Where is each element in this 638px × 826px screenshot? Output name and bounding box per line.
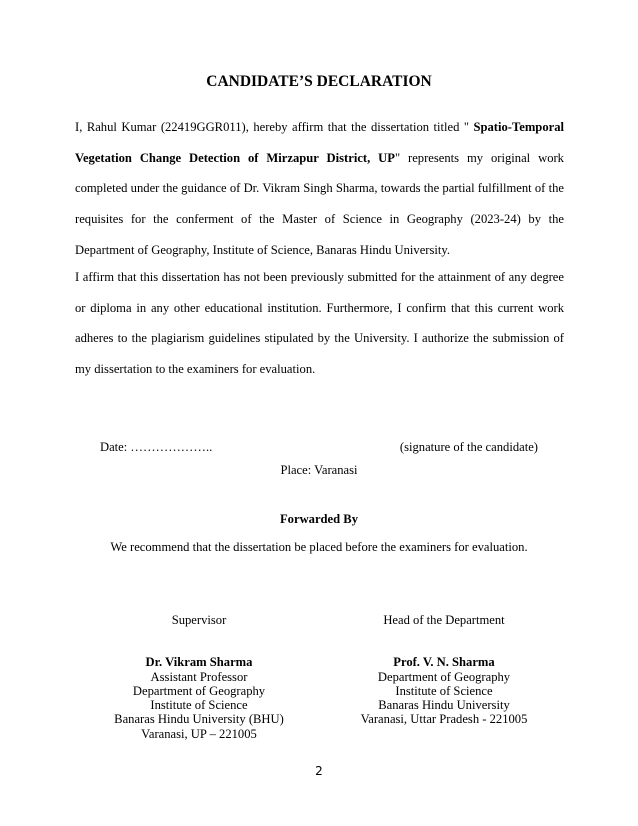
place-label: Place: Varanasi	[280, 463, 358, 477]
head-line: Department of Geography	[377, 669, 511, 684]
supervisor-line: Institute of Science	[150, 698, 248, 713]
head-block	[309, 613, 579, 727]
head-line: Varanasi, Uttar Pradesh - 221005	[360, 712, 528, 727]
supervisor-name: Dr. Vikram Sharma	[145, 655, 253, 670]
forwarded-by-heading: Forwarded By	[279, 512, 358, 526]
signature-label: (signature of the candidate)	[399, 440, 538, 454]
supervisor-line: Assistant Professor	[150, 669, 248, 684]
head-name: Prof. V. N. Sharma	[393, 655, 495, 670]
date-field: Date: ………………..	[100, 440, 213, 454]
recommendation-text: We recommend that the dissertation be placed before the examiners for evaluation.	[110, 540, 528, 554]
page-title: CANDIDATE’S DECLARATION	[206, 73, 432, 90]
supervisor-line: Banaras Hindu University (BHU)	[114, 712, 284, 727]
declaration-text-start: I, Rahul Kumar (22419GGR011), hereby affirm that the dissertation titled "	[75, 120, 474, 134]
dissertation-title: Spatio-Temporal Vegetation Change Detection of Mirzapur District, UP	[75, 120, 564, 165]
head-line: Banaras Hindu University	[378, 698, 510, 713]
page-number: 2	[315, 764, 323, 778]
declaration-paragraph-1	[75, 112, 564, 266]
supervisor-line: Department of Geography	[132, 683, 266, 698]
head-line: Institute of Science	[395, 683, 493, 698]
declaration-paragraph-2: I affirm that this dissertation has not been previously submitted for the attainment of any degree or diploma in any other educational institution. Furthermore, I confirm that this current work adheres to the plagiarism guidelines stipulated by the University. I authorize the submission of my dissertation to the examiners for evaluation.	[75, 270, 564, 377]
supervisor-block	[64, 613, 334, 741]
supervisor-line: Varanasi, UP – 221005	[141, 726, 257, 741]
supervisor-role: Supervisor	[171, 613, 227, 627]
head-role: Head of the Department	[383, 613, 505, 627]
declaration-text-end: " represents my original work completed under the guidance of Dr. Vikram Singh Sharma, towards the partial fulfillment of the requisites for the conferment of the Master of Science in Geography (2023-24) by the Department of Geography, Institute of Science, Banaras Hindu University.	[75, 150, 564, 257]
